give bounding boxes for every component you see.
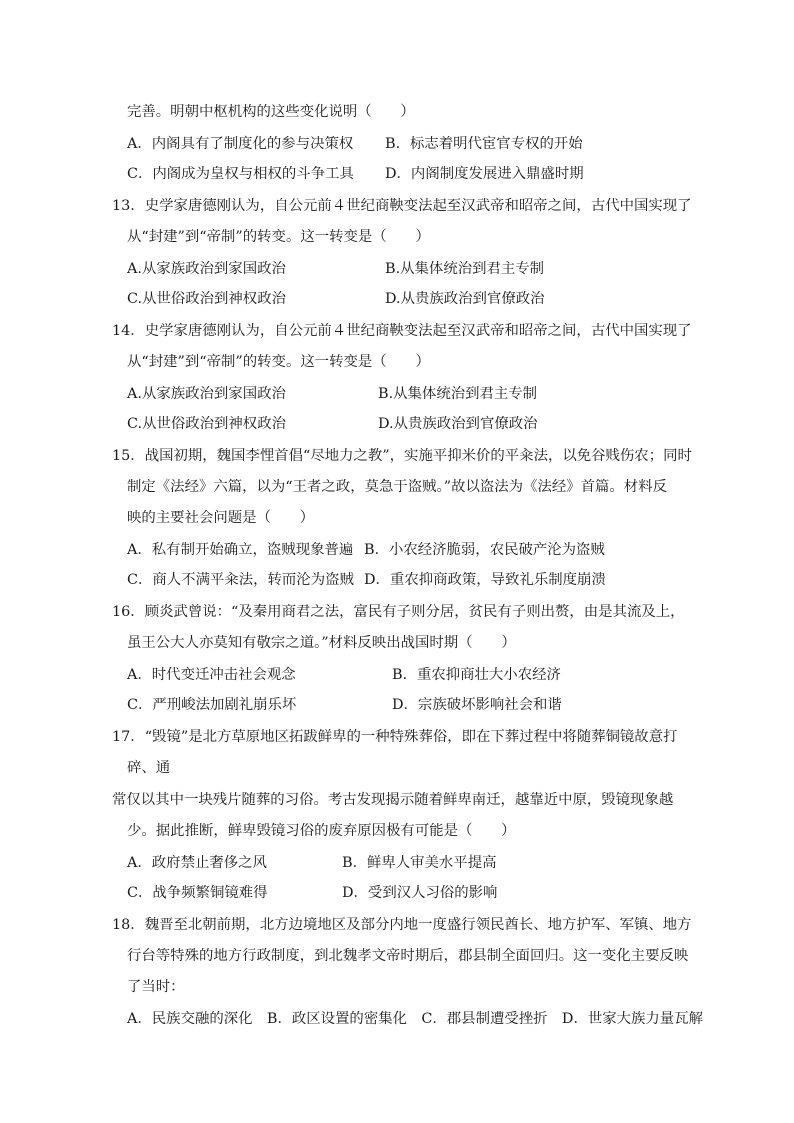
- q14-stem-line1: 14．史学家唐德刚认为，自公元前４世纪商鞅变法起至汉武帝和昭帝之间，古代中国实现了: [112, 323, 692, 339]
- q16-option-b: B．重农抑商壮大小农经济: [392, 667, 561, 683]
- q15-option-d: D．重农抑商政策，导致礼乐制度崩溃: [364, 572, 606, 588]
- q14-option-c: C.从世俗政治到神权政治: [127, 416, 286, 432]
- q16-stem-line1: 16．顾炎武曾说：“及秦用商君之法，富民有子则分居，贫民有子则出赘，由是其流及上，: [112, 604, 685, 620]
- q15-stem-line3: 映的主要社会问题是（ ）: [127, 510, 315, 526]
- q18-options: A．民族交融的深化 B．政区设置的密集化 C．郡县制遭受挫折 D．世家大族力量瓦解: [127, 1011, 703, 1027]
- q18-stem-line3: 了当时：: [127, 979, 185, 995]
- q12-option-a: A．内阁具有了制度化的参与决策权: [127, 136, 354, 152]
- q12-option-b: B．标志着明代宦官专权的开始: [385, 136, 583, 152]
- q17-stem-line4: 少。据此推断，鲜卑毁镜习俗的废弃原因极有可能是（ ）: [127, 823, 516, 839]
- q18-stem-line2: 行台等特殊的地方行政制度，到北魏孝文帝时期后，郡县制全面回归。这一变化主要反映: [127, 948, 689, 964]
- q13-option-a: A.从家族政治到家国政治: [127, 261, 286, 277]
- q14-option-d: D.从贵族政治到官僚政治: [378, 416, 538, 432]
- q17-option-b: B．鲜卑人审美水平提高: [342, 855, 497, 871]
- q16-option-a: A．时代变迁冲击社会观念: [127, 667, 296, 683]
- q13-stem-line1: 13．史学家唐德刚认为，自公元前４世纪商鞅变法起至汉武帝和昭帝之间，古代中国实现了: [112, 198, 692, 214]
- q17-stem-line1: 17．“毁镜”是北方草原地区拓跋鲜卑的一种特殊葬俗，即在下葬过程中将随葬铜镜故意打: [112, 729, 678, 745]
- q17-option-d: D．受到汉人习俗的影响: [342, 885, 498, 901]
- q14-option-b: B.从集体统治到君主专制: [378, 386, 538, 402]
- q12-stem-continuation: 完善。明朝中枢机构的这些变化说明（ ）: [127, 104, 415, 120]
- q16-option-d: D．宗族破坏影响社会和谐: [392, 697, 562, 713]
- q17-stem-line2: 碎、通: [127, 760, 171, 776]
- q13-stem-line2: 从“封建”到“帝制”的转变。这一转变是（ ）: [127, 229, 430, 245]
- q17-option-a: A．政府禁止奢侈之风: [127, 855, 267, 871]
- q13-option-c: C.从世俗政治到神权政治: [127, 291, 286, 307]
- q16-option-c: C．严刑峻法加剧礼崩乐坏: [127, 697, 297, 713]
- q13-option-b: B.从集体统治到君主专制: [385, 261, 545, 277]
- q15-option-c: C．商人不满平籴法，转而沦为盗贼: [127, 572, 354, 588]
- q12-option-d: D．内阁制度发展进入鼎盛时期: [385, 166, 584, 182]
- q15-option-b: B．小农经济脆弱，农民破产沦为盗贼: [364, 542, 605, 558]
- q14-option-a: A.从家族政治到家国政治: [127, 386, 286, 402]
- q15-stem-line2: 制定《法经》六篇，以为“王者之政，莫急于盗贼。”故以盗法为《法经》首篇。材料反: [127, 479, 667, 495]
- q15-stem-line1: 15．战国初期，魏国李悝首倡“尽地力之教”，实施平抑米价的平籴法，以免谷贱伤农；同时: [112, 448, 692, 464]
- q16-stem-line2: 虽王公大人亦莫知有敬宗之道。”材料反映出战国时期（ ）: [127, 635, 516, 651]
- q14-stem-line2: 从“封建”到“帝制”的转变。这一转变是（ ）: [127, 354, 430, 370]
- q15-option-a: A．私有制开始确立，盗贼现象普遍: [127, 542, 354, 558]
- q13-option-d: D.从贵族政治到官僚政治: [385, 291, 545, 307]
- q12-option-c: C．内阁成为皇权与相权的斗争工具: [127, 166, 354, 182]
- q18-stem-line1: 18．魏晋至北朝前期，北方边境地区及部分内地一度盛行领民酋长、地方护军、军镇、地方: [112, 917, 692, 933]
- q17-option-c: C．战争频繁铜镜难得: [127, 885, 268, 901]
- q17-stem-line3: 常仅以其中一块残片随葬的习俗。考古发现揭示随着鲜卑南迁，越靠近中原，毁镜现象越: [112, 792, 674, 808]
